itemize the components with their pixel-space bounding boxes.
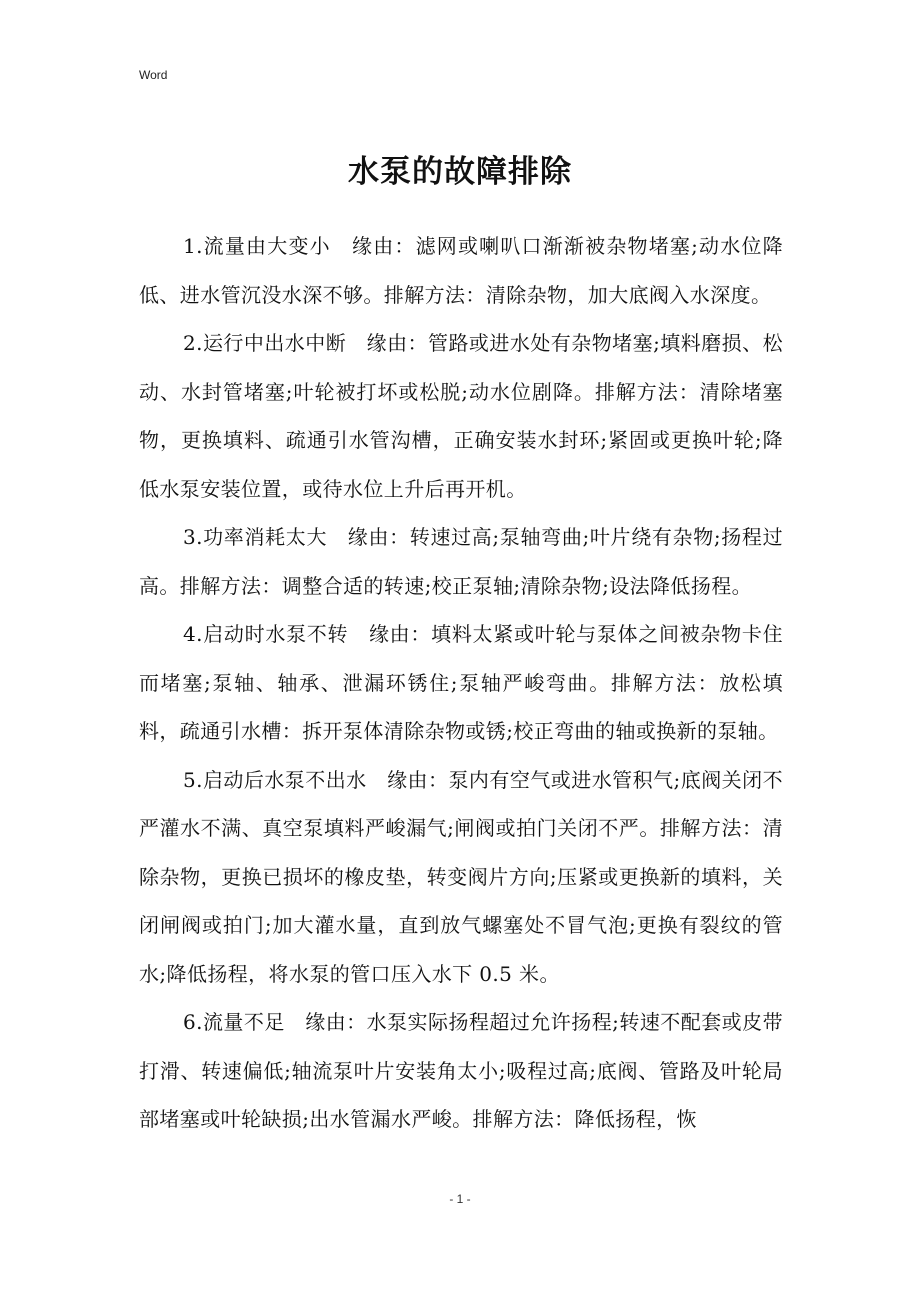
paragraph-3: 3.功率消耗太大 缘由：转速过高;泵轴弯曲;叶片绕有杂物;扬程过高。排解方法：调整合适的转速;校正泵轴;清除杂物;设法降低扬程。 (139, 525, 783, 598)
paragraph-5: 5.启动后水泵不出水 缘由：泵内有空气或进水管积气;底阀关闭不严灌水不满、真空泵填料严峻漏气;闸阀或拍门关闭不严。排解方法：清除杂物，更换已损坏的橡皮垫，转变阀片方向;压紧或更换新的填料，关闭闸阀或拍门;加大灌水量，直到放气螺塞处不冒气泡;更换有裂纹的管水;降低扬程，将水泵的管口压入水下 0.5 米。 (139, 767, 783, 986)
paragraph-6: 6.流量不足 缘由：水泵实际扬程超过允许扬程;转速不配套或皮带打滑、转速偏低;轴流泵叶片安装角太小;吸程过高;底阀、管路及叶轮局部堵塞或叶轮缺损;出水管漏水严峻。排解方法：降低扬程，恢 (139, 1010, 783, 1131)
header-label: Word (139, 68, 168, 82)
page-number: - 1 - (449, 1192, 471, 1206)
document-title: 水泵的故障排除 (348, 154, 572, 190)
document-body (139, 222, 783, 1144)
paragraph-2: 2.运行中出水中断 缘由：管路或进水处有杂物堵塞;填料磨损、松动、水封管堵塞;叶轮被打坏或松脱;动水位剧降。排解方法：清除堵塞物，更换填料、疏通引水管沟槽，正确安装水封环;紧固或更换叶轮;降低水泵安装位置，或待水位上升后再开机。 (139, 331, 783, 501)
paragraph-4: 4.启动时水泵不转 缘由：填料太紧或叶轮与泵体之间被杂物卡住而堵塞;泵轴、轴承、泄漏环锈住;泵轴严峻弯曲。排解方法：放松填料，疏通引水槽：拆开泵体清除杂物或锈;校正弯曲的轴或换新的泵轴。 (139, 622, 783, 743)
paragraph-1: 1.流量由大变小 缘由：滤网或喇叭口渐渐被杂物堵塞;动水位降低、进水管沉没水深不够。排解方法：清除杂物，加大底阀入水深度。 (139, 234, 783, 307)
